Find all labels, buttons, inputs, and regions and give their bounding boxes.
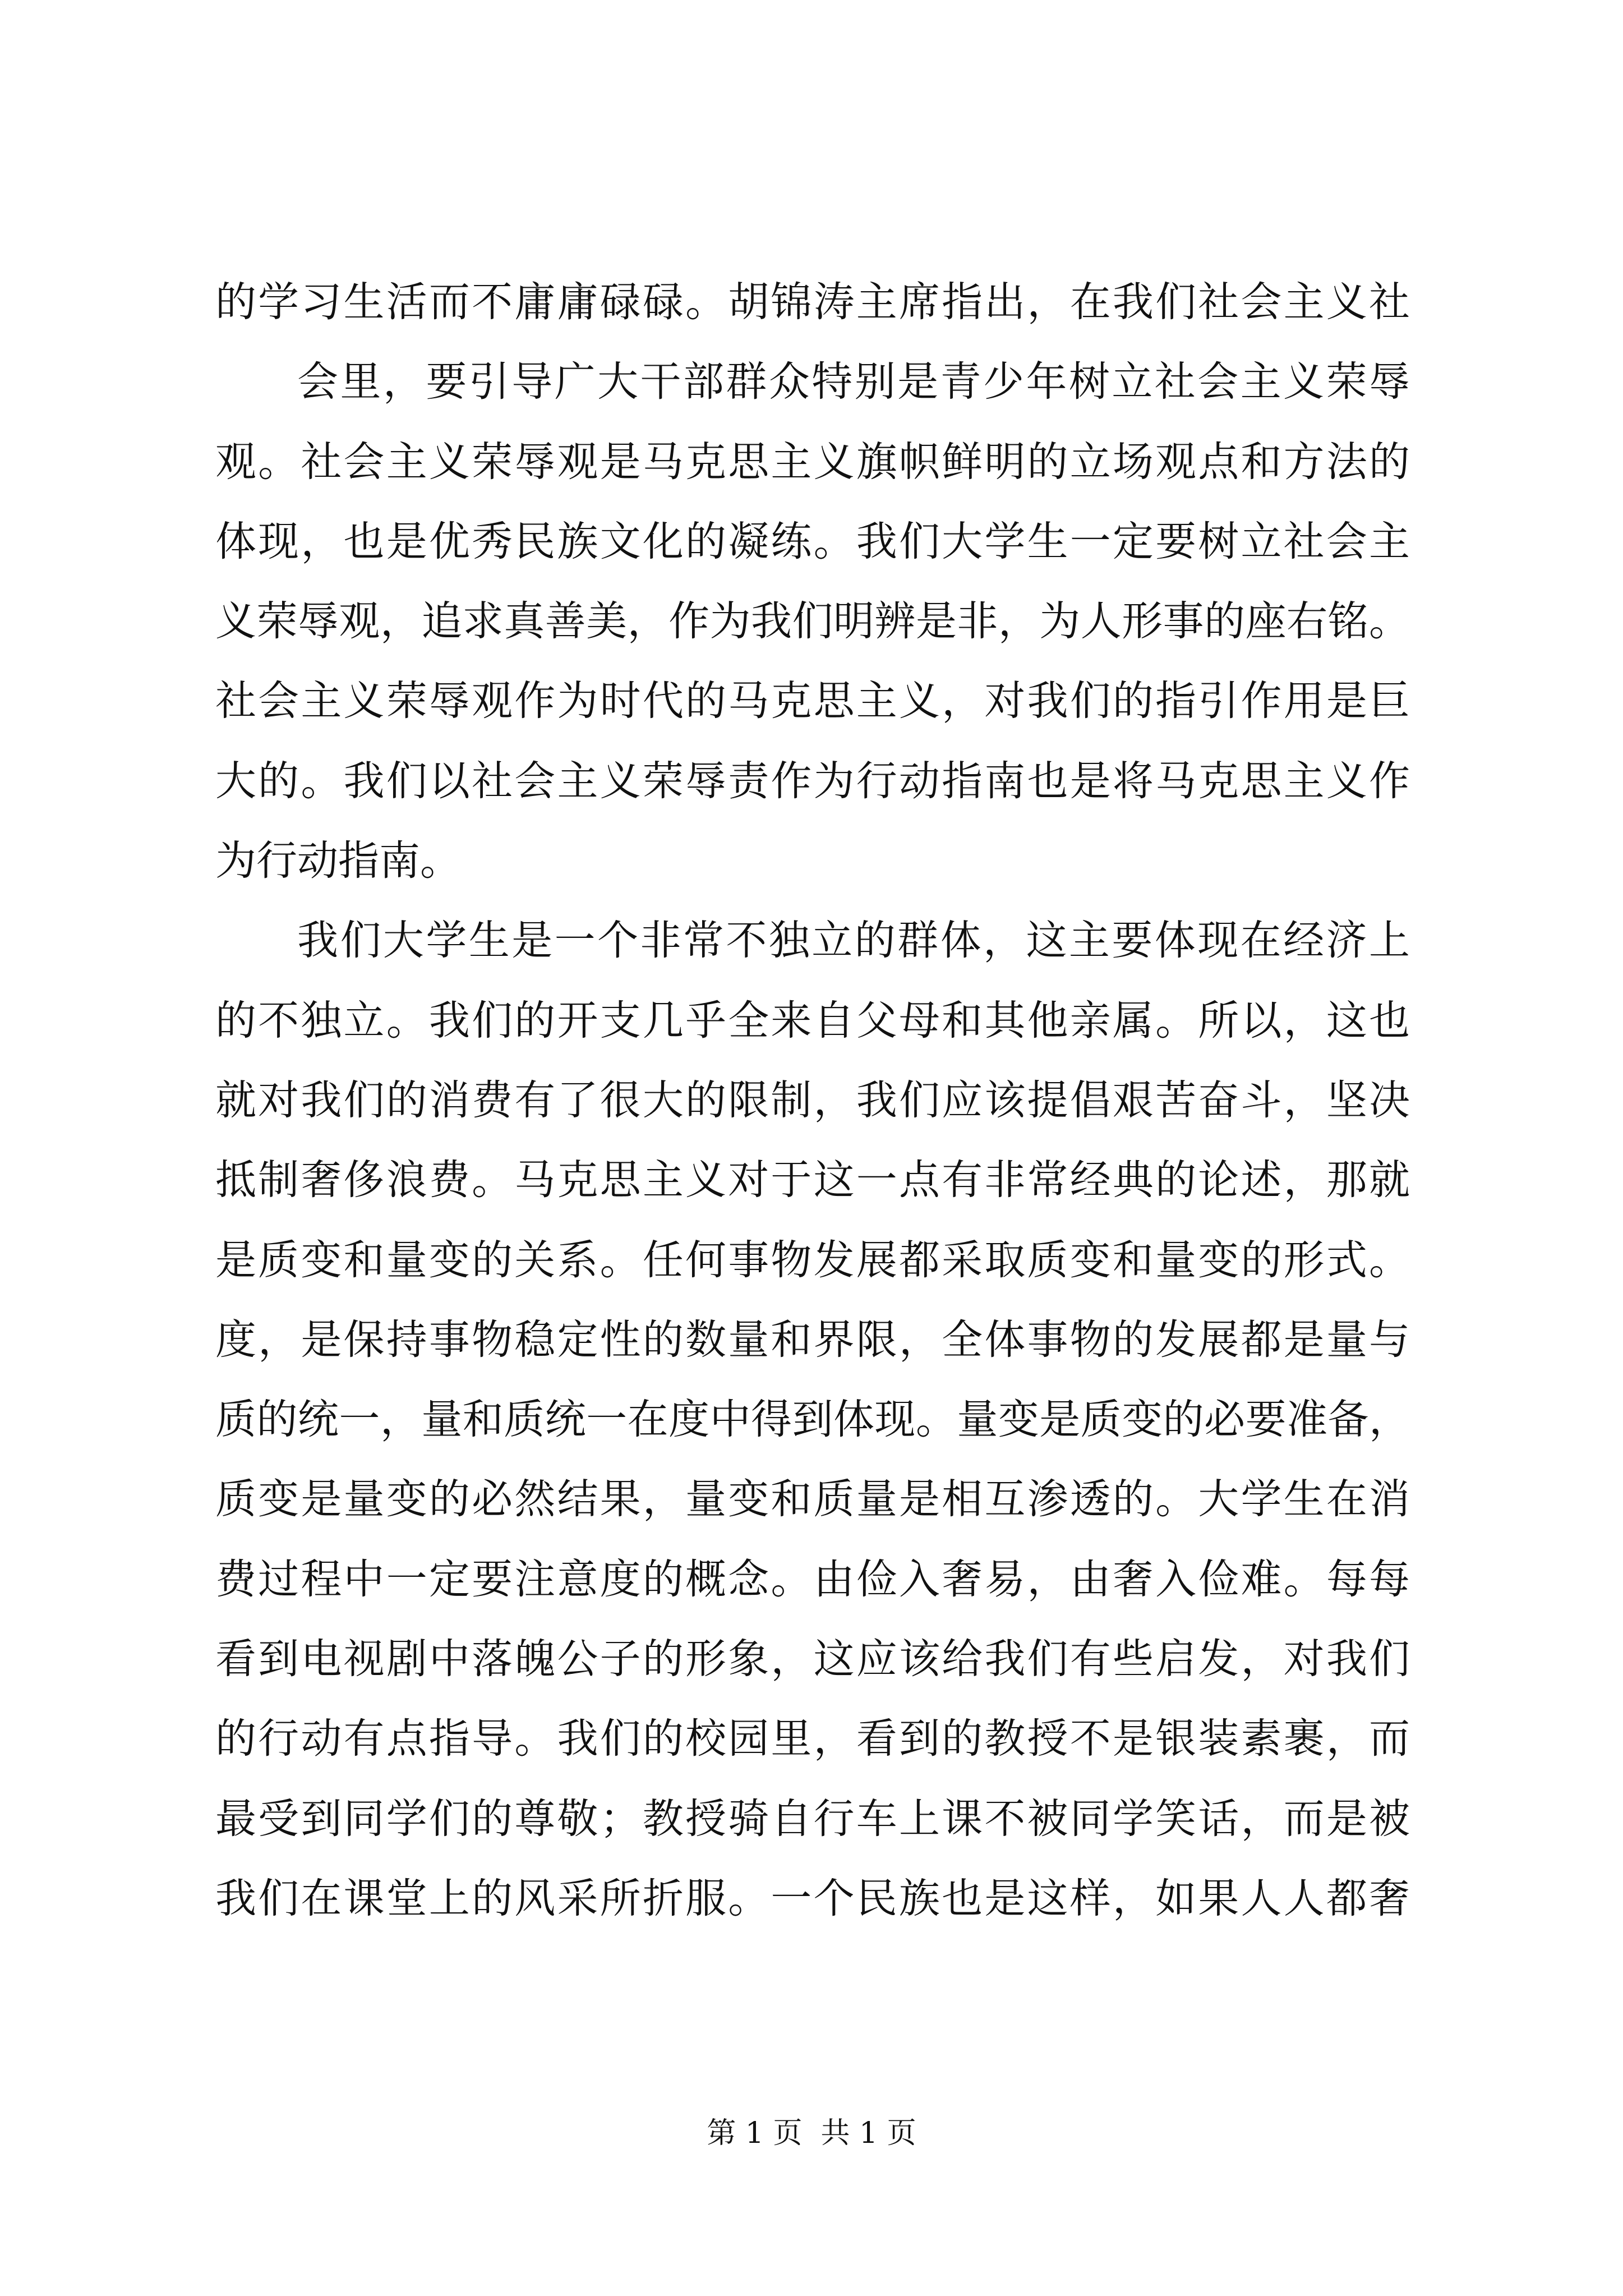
text-line: 的学习生活而不庸庸碌碌。胡锦涛主席指出，在我们社会主义社 xyxy=(215,278,1410,326)
text-line: 的行动有点指导。我们的校园里，看到的教授不是银装素裹，而 xyxy=(215,1715,1410,1763)
text-line: 体现，也是优秀民族文化的凝练。我们大学生一定要树立社会主 xyxy=(215,517,1410,565)
text-line: 是质变和量变的关系。任何事物发展都采取质变和量变的形式。 xyxy=(215,1236,1410,1284)
text-line: 义荣辱观，追求真善美，作为我们明辨是非，为人形事的座右铭。 xyxy=(215,597,1410,646)
text-line: 会里，要引导广大干部群众特别是青少年树立社会主义荣辱 xyxy=(297,358,1410,406)
text-line: 观。社会主义荣辱观是马克思主义旗帜鲜明的立场观点和方法的 xyxy=(215,438,1410,486)
text-line: 质变是量变的必然结果，量变和质量是相互渗透的。大学生在消 xyxy=(215,1475,1410,1524)
text-line: 我们在课堂上的风采所折服。一个民族也是这样，如果人人都奢 xyxy=(215,1874,1410,1922)
text-line: 度，是保持事物稳定性的数量和界限，全体事物的发展都是量与 xyxy=(215,1315,1410,1364)
body-text xyxy=(215,263,1410,1939)
text-line: 看到电视剧中落魄公子的形象，这应该给我们有些启发，对我们 xyxy=(215,1635,1410,1683)
text-line: 的不独立。我们的开支几乎全来自父母和其他亲属。所以，这也 xyxy=(215,996,1410,1045)
text-line: 抵制奢侈浪费。马克思主义对于这一点有非常经典的论述，那就 xyxy=(215,1156,1410,1204)
page-footer: 第 1 页 共 1 页 xyxy=(707,2116,916,2150)
text-line: 就对我们的消费有了很大的限制，我们应该提倡艰苦奋斗，坚决 xyxy=(215,1076,1410,1124)
text-line: 我们大学生是一个非常不独立的群体，这主要体现在经济上 xyxy=(297,917,1410,965)
text-line: 最受到同学们的尊敬；教授骑自行车上课不被同学笑话，而是被 xyxy=(215,1795,1410,1843)
text-line: 社会主义荣辱观作为时代的马克思主义，对我们的指引作用是巨 xyxy=(215,677,1410,725)
text-line: 大的。我们以社会主义荣辱责作为行动指南也是将马克思主义作 xyxy=(215,757,1410,805)
text-line: 为行动指南。 xyxy=(215,837,461,885)
text-line: 费过程中一定要注意度的概念。由俭入奢易，由奢入俭难。每每 xyxy=(215,1555,1410,1603)
text-line: 质的统一，量和质统一在度中得到体现。量变是质变的必要准备， xyxy=(215,1396,1410,1444)
